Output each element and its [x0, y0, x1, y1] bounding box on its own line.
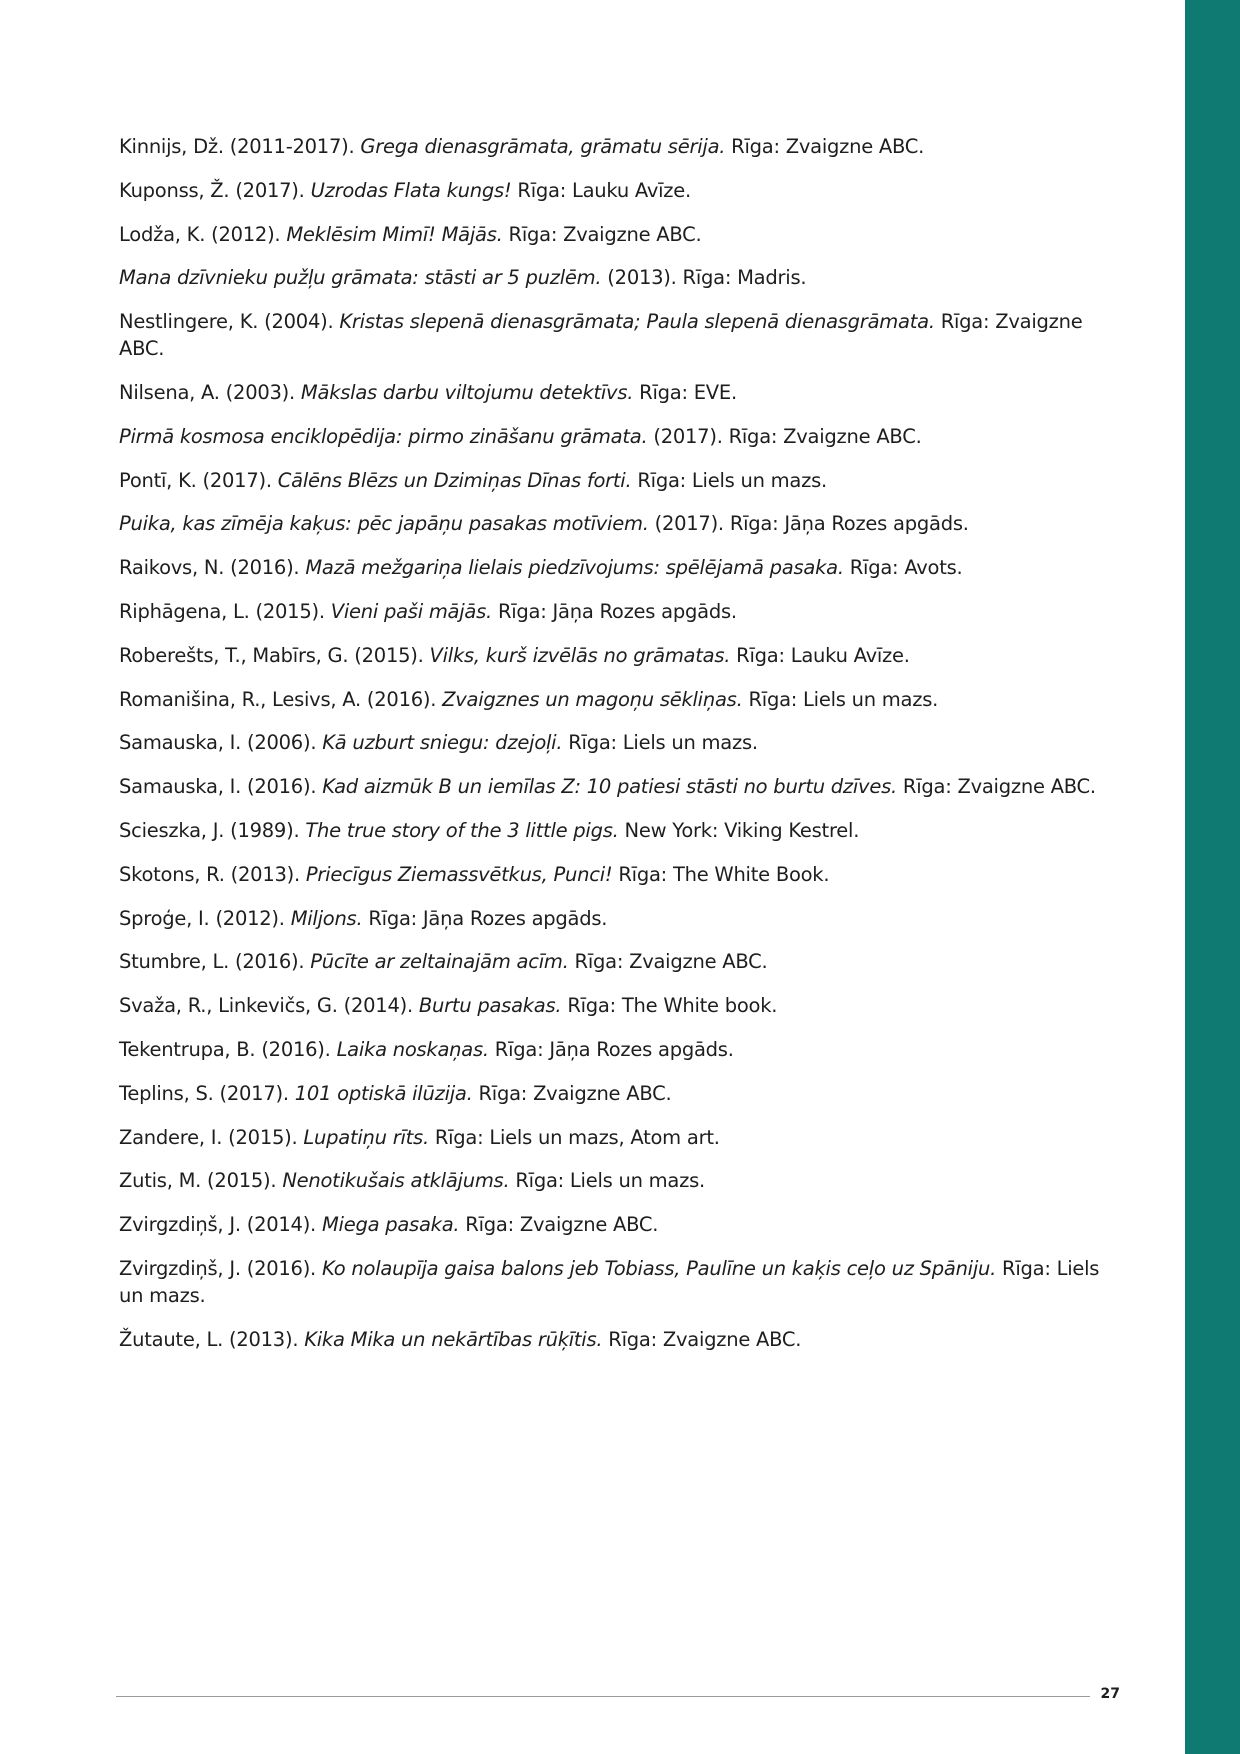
reference-item: Svaža, R., Linkevičs, G. (2014). Burtu pasakas. Rīga: The White book. — [119, 994, 778, 1018]
reference-item: Pirmā kosmosa enciklopēdija: pirmo zināšanu grāmata. (2017). Rīga: Zvaigzne ABC. — [119, 424, 922, 448]
reference-item: Zvirgzdiņš, J. (2014). Miega pasaka. Rīga: Zvaigzne ABC. — [119, 1213, 659, 1237]
reference-item: Žutaute, L. (2013). Kika Mika un nekārtības rūķītis. Rīga: Zvaigzne ABC. — [119, 1327, 802, 1351]
reference-list — [119, 133, 1129, 1370]
reference-title: Nenotikušais atklājums. — [282, 1169, 510, 1193]
reference-item: Nestlingere, K. (2004). Kristas slepenā dienasgrāmata; Paula slepenā dienasgrāmata. Rīga: Zvaigzne ABC. — [119, 310, 1083, 361]
reference-item: Sproģe, I. (2012). Miljons. Rīga: Jāņa Rozes apgāds. — [119, 906, 608, 930]
reference-title: Ko nolaupīja gaisa balons jeb Tobiass, Paulīne un kaķis ceļo uz Spāniju. — [321, 1256, 997, 1280]
reference-item: Stumbre, L. (2016). Pūcīte ar zeltainajām acīm. Rīga: Zvaigzne ABC. — [119, 950, 768, 974]
reference-item: Riphāgena, L. (2015). Vieni paši mājās. Rīga: Jāņa Rozes apgāds. — [119, 599, 737, 623]
reference-item: Zandere, I. (2015). Lupatiņu rīts. Rīga: Liels un mazs, Atom art. — [119, 1125, 720, 1149]
reference-title: The true story of the 3 little pigs. — [305, 818, 619, 842]
reference-title: Uzrodas Flata kungs! — [310, 178, 512, 202]
reference-item: Zvirgzdiņš, J. (2016). Ko nolaupīja gaisa balons jeb Tobiass, Paulīne un kaķis ceļo uz Spāniju. Rīga: Liels un mazs. — [119, 1256, 1100, 1307]
reference-title: Zvaigznes un magoņu sēkliņas. — [442, 687, 743, 711]
reference-title: Kad aizmūk B un iemīlas Z: 10 patiesi stāsti no burtu dzīves. — [322, 775, 897, 799]
reference-item: Raikovs, N. (2016). Mazā mežgariņa lielais piedzīvojums: spēlējamā pasaka. Rīga: Avots. — [119, 556, 963, 580]
reference-title: Burtu pasakas. — [418, 994, 562, 1018]
reference-item: Kuponss, Ž. (2017). Uzrodas Flata kungs! Rīga: Lauku Avīze. — [119, 178, 691, 202]
reference-item: Mana dzīvnieku pužļu grāmata: stāsti ar 5 puzlēm. (2013). Rīga: Madris. — [119, 266, 807, 290]
accent-side-bar — [1185, 0, 1240, 1754]
reference-title: Miega pasaka. — [321, 1213, 460, 1237]
reference-title: Priecīgus Ziemassvētkus, Punci! — [305, 862, 613, 886]
reference-title: Meklēsim Mimī! Mājās. — [286, 222, 503, 246]
reference-item: Lodža, K. (2012). Meklēsim Mimī! Mājās. Rīga: Zvaigzne ABC. — [119, 222, 702, 246]
reference-title: Lupatiņu rīts. — [303, 1125, 429, 1149]
reference-title: Vieni paši mājās. — [330, 599, 492, 623]
reference-title: Kā uzburt sniegu: dzejoļi. — [322, 731, 563, 755]
reference-item: Puika, kas zīmēja kaķus: pēc japāņu pasakas motīviem. (2017). Rīga: Jāņa Rozes apgāds. — [119, 512, 969, 536]
reference-title: Mana dzīvnieku pužļu grāmata: stāsti ar 5 puzlēm. — [119, 266, 602, 290]
reference-item: Zutis, M. (2015). Nenotikušais atklājums. Rīga: Liels un mazs. — [119, 1169, 705, 1193]
reference-title: Laika noskaņas. — [336, 1037, 489, 1061]
reference-title: Mākslas darbu viltojumu detektīvs. — [300, 380, 634, 404]
reference-title: Puika, kas zīmēja kaķus: pēc japāņu pasakas motīviem. — [119, 512, 649, 536]
reference-title: Miljons. — [290, 906, 363, 930]
reference-item: Samauska, I. (2006). Kā uzburt sniegu: dzejoļi. Rīga: Liels un mazs. — [119, 731, 758, 755]
reference-item: Samauska, I. (2016). Kad aizmūk B un iemīlas Z: 10 patiesi stāsti no burtu dzīves. Rīga: Zvaigzne ABC. — [119, 775, 1096, 799]
reference-item: Pontī, K. (2017). Cālēns Blēzs un Dzimiņas Dīnas forti. Rīga: Liels un mazs. — [119, 468, 827, 492]
footer-divider — [116, 1696, 1090, 1697]
reference-title: Cālēns Blēzs un Dzimiņas Dīnas forti. — [277, 468, 632, 492]
reference-title: Pūcīte ar zeltainajām acīm. — [310, 950, 569, 974]
reference-item: Nilsena, A. (2003). Mākslas darbu viltojumu detektīvs. Rīga: EVE. — [119, 380, 737, 404]
reference-title: Grega dienasgrāmata, grāmatu sērija. — [360, 135, 726, 158]
reference-item: Kinnijs, Dž. (2011-2017). Grega dienasgrāmata, grāmatu sērija. Rīga: Zvaigzne ABC. — [119, 135, 925, 158]
reference-item: Teplins, S. (2017). 101 optiskā ilūzija. Rīga: Zvaigzne ABC. — [119, 1081, 672, 1105]
reference-title: Pirmā kosmosa enciklopēdija: pirmo zināšanu grāmata. — [119, 424, 648, 448]
reference-title: Kika Mika un nekārtības rūķītis. — [304, 1327, 603, 1351]
reference-title: Vilks, kurš izvēlās no grāmatas. — [429, 643, 731, 667]
reference-item: Scieszka, J. (1989). The true story of the 3 little pigs. New York: Viking Kestrel. — [119, 818, 860, 842]
reference-item: Roberešts, T., Mabīrs, G. (2015). Vilks, kurš izvēlās no grāmatas. Rīga: Lauku Avīze. — [119, 643, 910, 667]
reference-title: 101 optiskā ilūzija. — [294, 1081, 473, 1105]
reference-item: Romanišina, R., Lesivs, A. (2016). Zvaigznes un magoņu sēkliņas. Rīga: Liels un mazs. — [119, 687, 939, 711]
reference-item: Skotons, R. (2013). Priecīgus Ziemassvētkus, Punci! Rīga: The White Book. — [119, 862, 830, 886]
reference-title: Mazā mežgariņa lielais piedzīvojums: spēlējamā pasaka. — [305, 556, 844, 580]
reference-title: Kristas slepenā dienasgrāmata; Paula slepenā dienasgrāmata. — [339, 310, 935, 334]
reference-item: Tekentrupa, B. (2016). Laika noskaņas. Rīga: Jāņa Rozes apgāds. — [119, 1037, 734, 1061]
page-number: 27 — [1100, 1686, 1120, 1702]
